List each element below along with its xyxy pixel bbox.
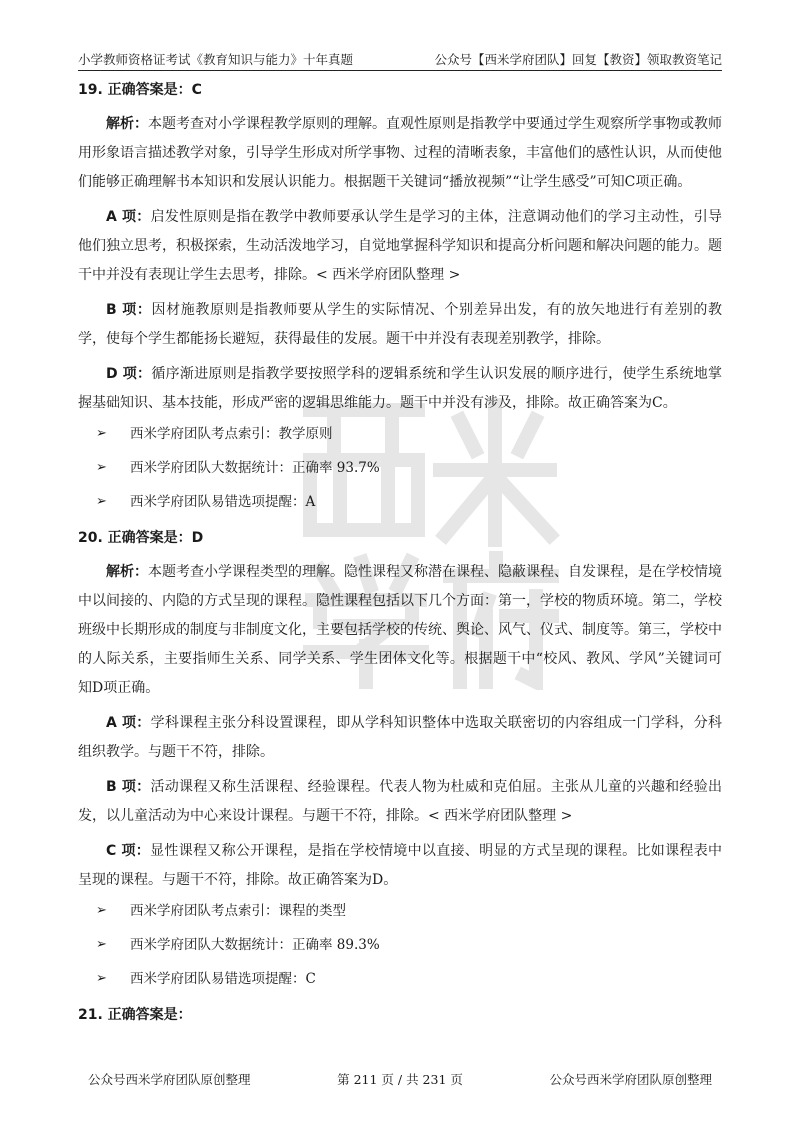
footer-left-credit: 公众号西米学府团队原创整理 [88, 1072, 251, 1087]
option-text: 启发性原则是指在教学中教师要承认学生是学习的主体，注意调动他们的学习主动性，引导他们独立思考，积极探索，生动活泼地学习，自觉地掌握科学知识和提高分析问题和解决问题的能力。题干中并没有表现让学生去思考，排除。< 西米学府团队整理 > [78, 209, 722, 283]
question-21-title: 21. 正确答案是： [78, 1007, 192, 1023]
analysis-text: 本题考查小学课程类型的理解。隐性课程又称潜在课程、隐蔽课程、自发课程，是在学校情境中以间接的、内隐的方式呈现的课程。隐性课程包括以下几个方面：第一，学校的物质环境。第二，学校班级中长期形成的制度与非制度文化，主要包括学校的传统、舆论、风气、仪式、制度等。第三，学校中的人际关系，主要指师生关系、同学关系、学生团体文化等。根据题干中“校风、教风、学风”关键词可知D项正确。 [78, 564, 722, 696]
option-label: B 项： [106, 302, 152, 318]
option-text: 显性课程又称公开课程，是指在学校情境中以直接、明显的方式呈现的课程。比如课程表中呈现的课程。与题干不符，排除。故正确答案为D。 [78, 843, 723, 888]
page-header [78, 48, 722, 71]
q20-option-c [78, 837, 722, 895]
page-content [78, 80, 722, 1035]
arrow-bullet-icon: ➢ [96, 494, 107, 509]
note-text: 西米学府团队大数据统计：正确率 89.3% [130, 937, 380, 953]
option-text: 活动课程又称生活课程、经验课程。代表人物为杜威和克伯屈。主张从儿童的兴趣和经验出发，以儿童活动为中心来设计课程。与题干不符，排除。< 西米学府团队整理 > [78, 779, 722, 824]
question-19-title: 19. 正确答案是：C [78, 82, 202, 98]
option-label: A 项： [106, 715, 151, 731]
footer-right-credit: 公众号西米学府团队原创整理 [549, 1072, 712, 1087]
option-label: B 项： [106, 779, 151, 795]
note-text: 西米学府团队考点索引：课程的类型 [130, 903, 346, 919]
q20-option-b [78, 773, 722, 831]
page-number: 第 211 页 / 共 231 页 [337, 1072, 463, 1087]
analysis-text: 本题考查对小学课程教学原则的理解。直观性原则是指教学中要通过学生观察所学事物或教师用形象语言描述教学对象，引导学生形成对所学事物、过程的清晰表象，丰富他们的感性认识，从而使他们能够正确理解书本知识和发展认识能力。根据题干关键词“播放视频”“让学生感受”可知C项正确。 [78, 116, 722, 190]
analysis-label: 解析： [106, 564, 148, 580]
question-20-title: 20. 正确答案是：D [78, 530, 204, 546]
note-text: 西米学府团队易错选项提醒：A [130, 494, 316, 510]
q19-analysis [78, 110, 722, 197]
arrow-bullet-icon: ➢ [96, 460, 107, 475]
q19-option-a [78, 203, 722, 290]
analysis-label: 解析： [106, 116, 148, 132]
arrow-bullet-icon: ➢ [96, 937, 107, 952]
arrow-bullet-icon: ➢ [96, 903, 107, 918]
option-text: 循序渐进原则是指教学要按照学科的逻辑系统和学生认识发展的顺序进行，使学生系统地掌握基础知识、基本技能，形成严密的逻辑思维能力。题干中并没有涉及，排除。故正确答案为C。 [78, 366, 723, 411]
q20-notes [78, 901, 722, 989]
q20-analysis [78, 558, 722, 703]
list-item [78, 458, 722, 478]
list-item [78, 492, 722, 512]
q19-option-b [78, 296, 722, 354]
list-item [78, 969, 722, 989]
q19-notes [78, 424, 722, 512]
q19-option-d [78, 360, 722, 418]
option-text: 因材施教原则是指教师要从学生的实际情况、个别差异出发，有的放矢地进行有差别的教学，使每个学生都能扬长避短，获得最佳的发展。题干中并没有表现差别教学，排除。 [78, 302, 722, 347]
note-text: 西米学府团队易错选项提醒：C [130, 971, 316, 987]
arrow-bullet-icon: ➢ [96, 971, 107, 986]
list-item [78, 901, 722, 921]
arrow-bullet-icon: ➢ [96, 426, 107, 441]
option-label: D 项： [106, 366, 152, 382]
option-label: C 项： [106, 843, 151, 859]
header-promo: 公众号【西米学府团队】回复【教资】领取教资笔记 [434, 52, 722, 67]
header-title: 小学教师资格证考试《教育知识与能力》十年真题 [78, 52, 354, 67]
q20-option-a [78, 709, 722, 767]
note-text: 西米学府团队考点索引：教学原则 [130, 426, 333, 442]
note-text: 西米学府团队大数据统计：正确率 93.7% [130, 460, 380, 476]
list-item [78, 935, 722, 955]
option-text: 学科课程主张分科设置课程，即从学科知识整体中选取关联密切的内容组成一门学科，分科组织教学。与题干不符，排除。 [78, 715, 722, 760]
option-label: A 项： [106, 209, 151, 225]
list-item [78, 424, 722, 444]
